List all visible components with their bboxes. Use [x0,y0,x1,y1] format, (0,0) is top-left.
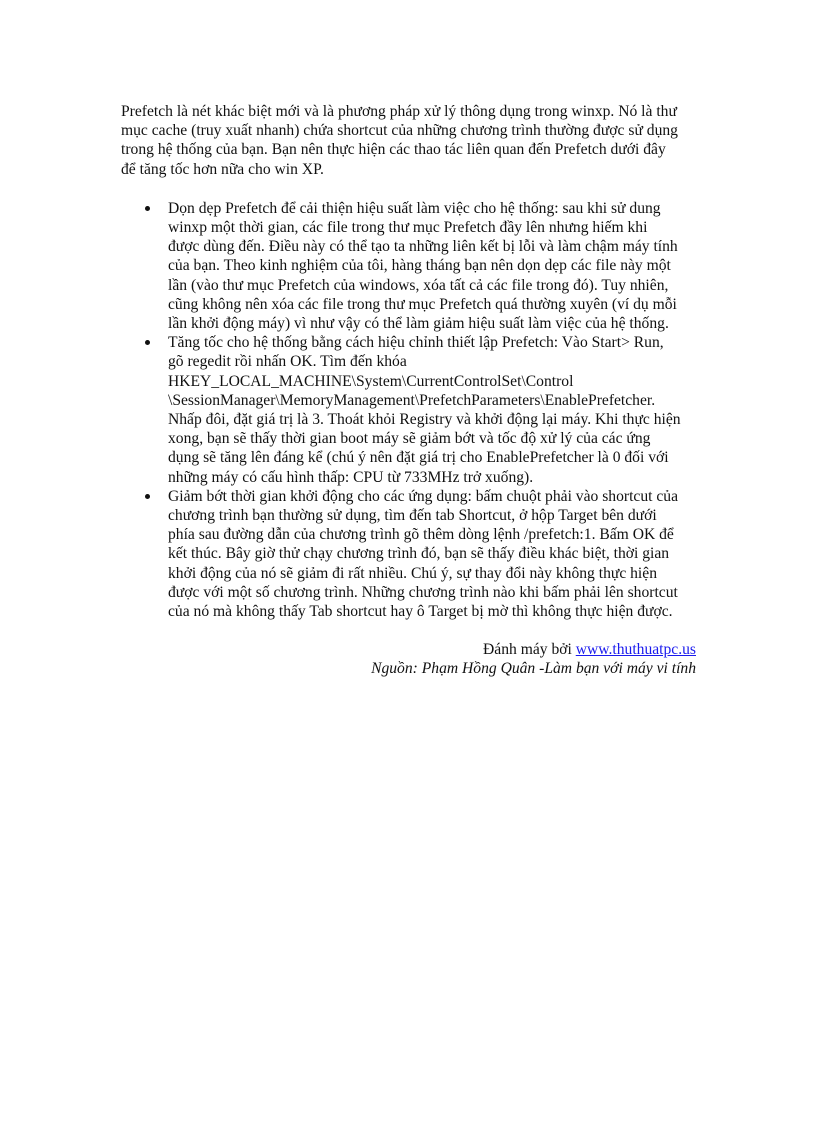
intro-line: Prefetch là nét khác biệt mới và là phương pháp xử lý thông dụng trong winxp. Nó là thư [121,103,677,120]
bullet-line: được dùng đến. Điều này có thể tạo ta những liên kết bị lỗi và làm chậm máy tính [168,238,678,256]
bullet-line: được với một số chương trình. Những chương trình nào khi bấm phải lên shortcut [168,583,678,601]
typed-by-label: Đánh máy bởi [483,641,576,659]
bullet-line: xong, bạn sẽ thấy thời gian boot máy sẽ giảm bớt và tốc độ xử lý của các ứng [168,430,651,448]
bullet-item-clean-prefetch [121,199,701,333]
source-citation: Nguồn: Phạm Hồng Quân -Làm bạn với máy vi tính [371,660,696,678]
bullet-line: của bạn. Theo kinh nghiệm của tôi, hàng tháng bạn nên dọn dẹp các file này một [168,257,671,275]
bullet-line: chương trình bạn thường sử dụng, tìm đến tab Shortcut, ở hộp Target bên dưới [168,507,657,525]
bullet-item-app-startup [121,487,701,621]
bullet-line: HKEY_LOCAL_MACHINE\System\CurrentControlSet\Control [168,372,574,390]
document-body [121,102,701,679]
intro-line: trong hệ thống của bạn. Bạn nên thực hiện các thao tác liên quan đến Prefetch dưới đây [121,141,666,159]
bullet-line: lần khởi động máy) vì như vậy có thể làm giảm hiệu suất làm việc của hệ thống. [168,315,669,333]
bullet-line: kết thúc. Bây giờ thử chạy chương trình đó, bạn sẽ thấy điều khác biệt, thời gian [168,545,670,563]
bullet-line: Tăng tốc cho hệ thống bằng cách hiệu chỉnh thiết lập Prefetch: Vào Start> Run, [168,334,664,352]
typed-by-line [121,640,696,659]
bullet-dot-icon [145,206,150,211]
bullet-item-tune-prefetch [121,333,701,487]
bullet-line: winxp một thời gian, các file trong thư mục Prefetch đầy lên nhưng hiếm khi [168,219,648,237]
bullet-line: Nhấp đôi, đặt giá trị là 3. Thoát khỏi Registry và khởi động lại máy. Khi thực hiện [168,411,681,429]
bullet-list [121,199,701,621]
bullet-line: những máy có cấu hình thấp: CPU từ 733MHz trở xuống). [168,468,534,486]
bullet-line: dụng sẽ tăng lên đáng kể (chú ý nên đặt giá trị cho EnablePrefetcher là 0 đối với [168,449,669,467]
bullet-dot-icon [145,340,150,345]
bullet-line: \SessionManager\MemoryManagement\PrefetchParameters\EnablePrefetcher. [168,391,656,409]
intro-paragraph [121,102,701,179]
bullet-line: Dọn dẹp Prefetch để cải thiện hiệu suất làm việc cho hệ thống: sau khi sử dung [168,199,661,217]
bullet-line: cũng không nên xóa các file trong thư mục Prefetch quá thường xuyên (ví dụ mỗi [168,295,677,313]
bullet-line: lần (vào thư mục Prefetch của windows, xóa tất cả các file trong đó). Tuy nhiên, [168,276,669,294]
credits-block [121,640,701,678]
bullet-line: Giảm bớt thời gian khởi động cho các ứng dụng: bấm chuột phải vào shortcut của [168,487,678,505]
bullet-line: của nó mà không thấy Tab shortcut hay ô Target bị mờ thì không thực hiện được. [168,603,673,621]
intro-line: để tăng tốc hơn nữa cho win XP. [121,160,324,178]
bullet-line: gõ regedit rồi nhấn OK. Tìm đến khóa [168,353,407,371]
bullet-dot-icon [145,494,150,499]
intro-line: mục cache (truy xuất nhanh) chứa shortcut của những chương trình thường được sử dụng [121,122,678,140]
bullet-line: khởi động của nó sẽ giảm đi rất nhiều. Chú ý, sự thay đổi này không thực hiện [168,564,657,582]
bullet-line: phía sau đường dẫn của chương trình gõ thêm dòng lệnh /prefetch:1. Bấm OK để [168,526,674,544]
typed-by-link[interactable]: www.thuthuatpc.us [575,641,696,659]
